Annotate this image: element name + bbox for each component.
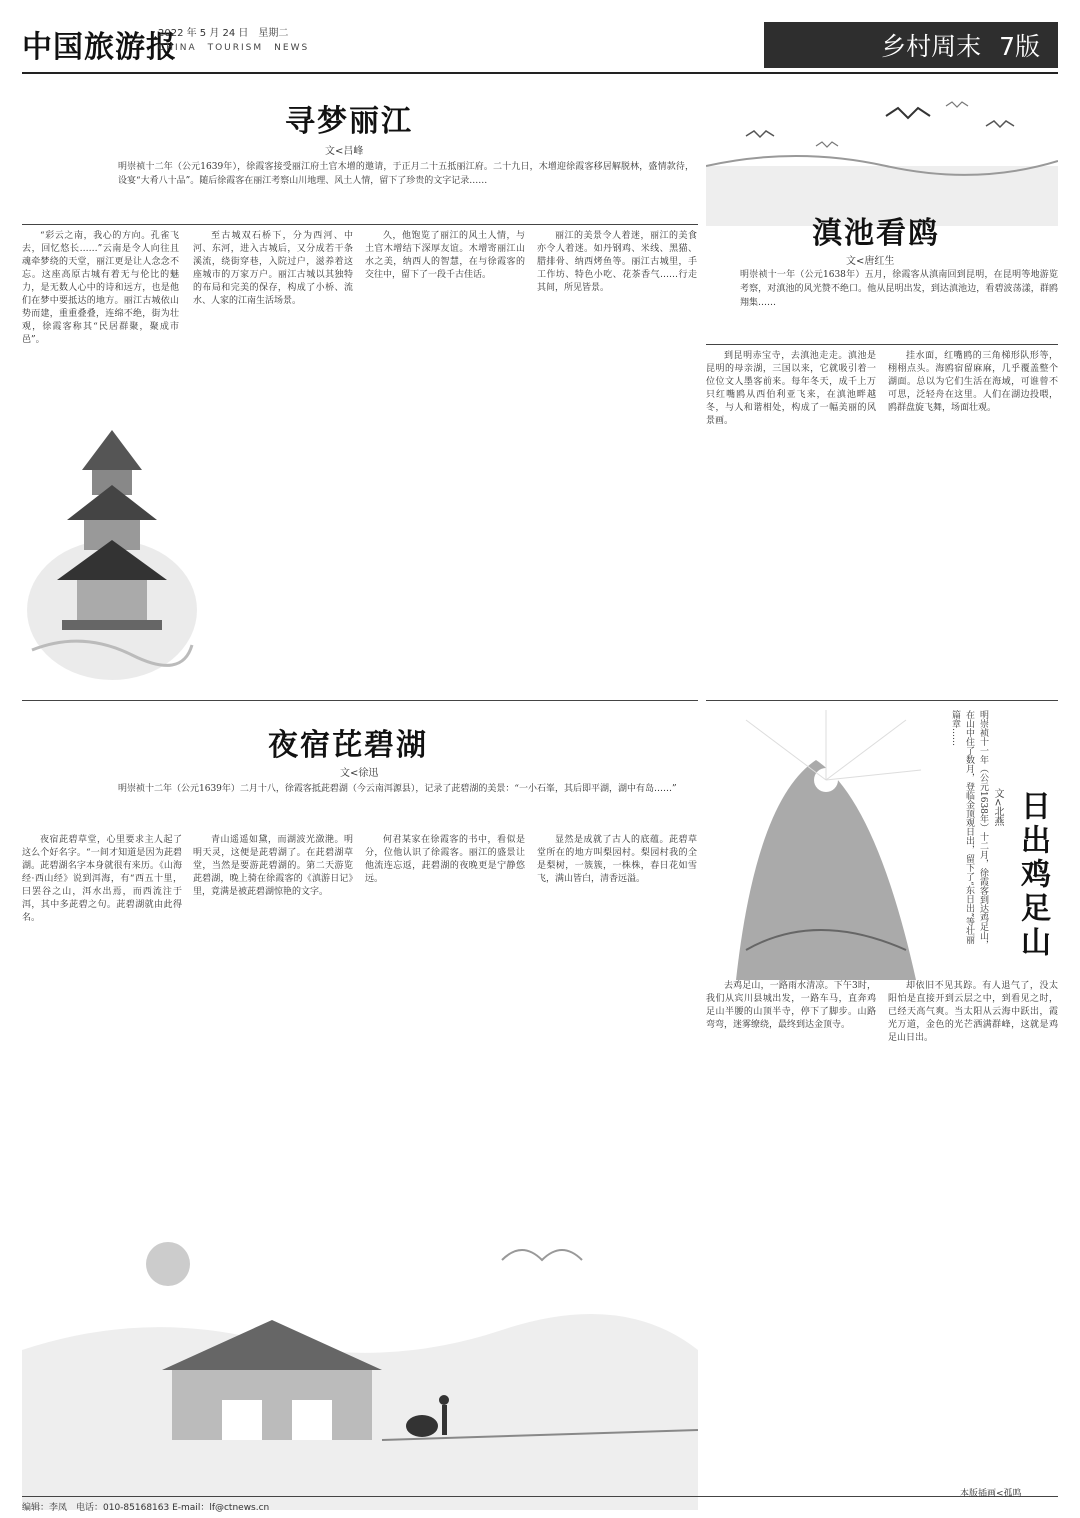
newspaper-logo: 中国旅游报 [22, 30, 177, 65]
article-column: 何君某家在徐霞客的书中，看似是分，位他认识了徐霞客。丽江的盛景让他流连忘返，茈碧湖的夜晚更是宁静悠远。 [365, 835, 525, 884]
article-column: 却依旧不见其踪。有人退气了，没太阳怕是直接开到云层之中，到看见之时，已经天高气爽。当太阳从云海中跃出，霞光万道，金色的光芒洒满群峰，这就是鸡足山日出。 [888, 981, 1058, 1043]
article-column: 久，他饱览了丽江的风土人情，与土官木增结下深厚友谊。木增寄丽江山水之美，纳西人的智慧，在与徐霞客的交往中，留下了一段千古佳话。 [365, 231, 525, 280]
article-title-jizushan: 日出鸡足山 [1015, 790, 1050, 960]
section-name: 乡村周末 [881, 32, 982, 61]
village-illustration [22, 1200, 698, 1510]
article-column: 至古城双石桥下，分为西河、中河、东河，进入古城后，又分成若干条溪流，绕街穿巷，入院过户，滋养着这座城市的万家万户。丽江古城以其独特的布局和完美的保存，构成了小桥、流水、人家的江南生活场景。 [193, 231, 353, 306]
article-column: 丽江的美景令人着迷，丽江的美食亦令人着迷。如丹钢鸡、米线、黑猫、腊排骨、纳西烤鱼等。丽江古城里，手工作坊、特色小吃、花茶香气……行走其间，所见皆景。 [537, 231, 697, 293]
article-column: 挂水面，红嘴鸥的三角梯形队形等，栩栩点头。海鸥宿留麻麻，几乎覆盖整个湖面。总以为它们生活在海域，可谁曾不可思，泛轻舟在这里。人们在湖边投喂，鸥群盘旋飞舞，场面壮观。 [888, 351, 1058, 413]
divider [706, 700, 1058, 701]
article-column: 显然是成就了古人的底蕴。茈碧草堂所在的地方叫梨园村。梨园村我的全是梨树，一簇簇，一株株，春日花如雪飞，满山皆白，清香远溢。 [537, 835, 697, 884]
article-column: 夜宿茈碧草堂，心里要求主人起了这么个好名字。“一间才知道是因为茈碧湖。茈碧湖名字本身就很有来历。《山海经·西山经》说到洱海，有“西五十里，曰罢谷之山，洱水出焉，而西流注于洱，其中多茈碧之句。茈碧湖就由此得名。 [22, 835, 182, 923]
bottom-rule [22, 1496, 1058, 1497]
article-lead-dianchi: 明崇祯十一年（公元1638年）五月，徐霞客从滇南回到昆明，在昆明等地游览考察，对滇池的风光赞不绝口。他从昆明出发，到达滇池边，看碧波荡漾，群鸥翔集…… [740, 270, 1058, 308]
illustration-credit: 本版插画<孤鸣 [960, 1489, 1022, 1499]
article-title-dianchi: 滇池看鸥 [812, 216, 940, 251]
article-byline-lijiang: 文<吕峰 [325, 146, 364, 157]
article-lead-cibihu: 明崇祯十二年（公元1639年）二月十八，徐霞客抵茈碧湖（今云南洱源县），记录了茈碧湖的美景：“一小石峯，其后即平湖，湖中有岛……” [118, 784, 677, 794]
pagoda-illustration [22, 410, 202, 690]
section-header [764, 22, 1058, 68]
article-title-lijiang: 寻梦丽江 [285, 104, 413, 139]
top-rule [22, 72, 1058, 74]
page-number: 7版 [999, 32, 1040, 61]
sunrise-mountain-illustration [706, 710, 926, 990]
editor-info: 编辑：李凤 电话：010-85168163 E-mail：lf@ctnews.cn [22, 1503, 270, 1513]
article-byline-jizushan: 文<北燕 [992, 788, 1003, 827]
issue-date: 2022 年 5 月 24 日 星期二 [158, 28, 289, 39]
article-lead-lijiang: 明崇祯十二年（公元1639年），徐霞客接受丽江府土官木增的邀请，于正月二十五抵丽江府。二十九日，木增迎徐霞客移居解脱林，盛情款待，设宴“大肴八十品”。随后徐霞客在丽江考察山川地理、风土人情，留下了珍贵的文字记录…… [118, 162, 694, 186]
divider [22, 700, 698, 701]
divider [22, 224, 698, 225]
english-name: CHINA TOURISM NEWS [158, 43, 310, 53]
article-lead-jizushan: 明崇祯十一年（公元1638年）十二月，徐霞客到达鸡足山，在山中住了数月，登临金顶观日出，留下了“东日出”等壮丽篇章…… [950, 710, 988, 949]
article-column: 青山遥遥如黛，而湖波光潋滟。明明天灵，这便是茈碧湖了。在茈碧湖草堂，当然是要游茈碧湖的。第二天游览茈碧湖，晚上骑在徐霞客的《滇游日记》里，竟满是被茈碧湖惊艳的文字。 [193, 835, 353, 897]
article-byline-cibihu: 文<徐迅 [340, 768, 379, 779]
article-column: “彩云之南，我心的方向。孔雀飞去，回忆悠长……”云南是令人向往且魂牵梦绕的天堂，丽江更是让人念念不忘。这座高原古城有着无与伦比的魅力，是无数人心中的诗和远方，也是他们在梦中要抵达的地方。丽江古城依山势而建，重重叠叠，连绵不绝，街为壮观，徐霞客称其“民居群聚，聚成市邑”。 [22, 231, 179, 345]
article-byline-dianchi: 文<唐红生 [846, 256, 895, 267]
divider [706, 344, 1058, 345]
article-title-cibihu: 夜宿芘碧湖 [268, 728, 428, 763]
gull-lake-illustration [706, 86, 1058, 226]
article-column: 去鸡足山，一路雨水清凉。下午3时，我们从宾川县城出发，一路车马，直奔鸡足山半腰的山顶半寺，停下了脚步。山路弯弯，迷雾缭绕，最终到达金顶寺。 [706, 981, 876, 1030]
article-column: 到昆明赤宝寺，去滇池走走。滇池是昆明的母亲湖，三国以来，它就吸引着一位位文人墨客前来。每年冬天，成千上万只红嘴鸥从西伯利亚飞来，在滇池畔越冬，与人和谐相处，构成了一幅美丽的风景画。 [706, 351, 876, 426]
